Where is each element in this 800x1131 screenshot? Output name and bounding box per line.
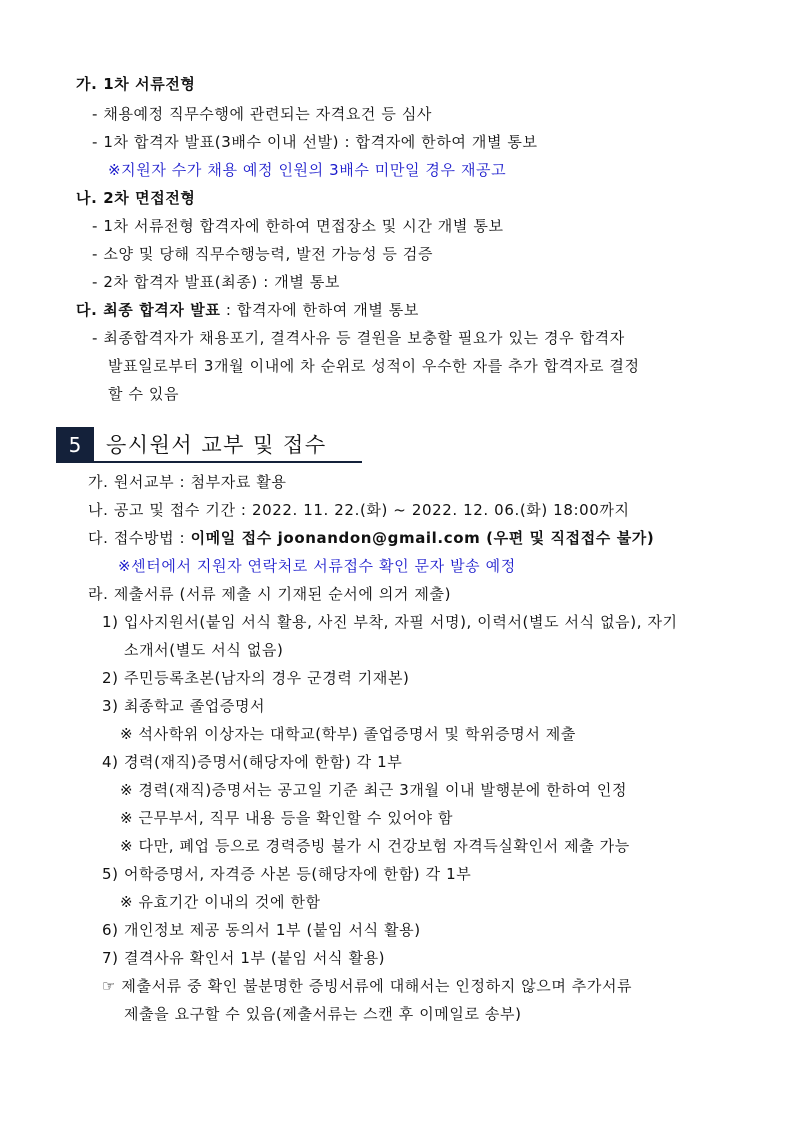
note-sms-confirmation: ※센터에서 지원자 연락처로 서류접수 확인 문자 발송 예정	[118, 557, 516, 575]
list-item-continuation: 발표일로부터 3개월 이내에 차 순위로 성적이 우수한 자를 추가 합격자로 결정	[108, 357, 640, 375]
section-title: 응시원서 교부 및 접수	[106, 433, 327, 457]
application-form-distribution: 가. 원서교부 : 첨부자료 활용	[88, 473, 287, 491]
document-note: ※ 유효기간 이내의 것에 한함	[120, 893, 321, 911]
list-item: - 최종합격자가 채용포기, 결격사유 등 결원을 보충할 필요가 있는 경우 합격자	[92, 329, 625, 347]
document-note: ※ 석사학위 이상자는 대학교(학부) 졸업증명서 및 학위증명서 제출	[120, 725, 576, 743]
application-method-detail: 이메일 접수 joonandon@gmail.com (우편 및 직접접수 불가)	[190, 529, 655, 547]
list-item: - 2차 합격자 발표(최종) : 개별 통보	[92, 273, 341, 291]
document-item: 7) 결격사유 확인서 1부 (붙임 서식 활용)	[102, 949, 386, 967]
application-method	[88, 528, 654, 548]
list-item: - 1차 합격자 발표(3배수 이내 선발) : 합격자에 한하여 개별 통보	[92, 133, 538, 151]
section-number: 5	[56, 427, 94, 463]
subheading-interview: 나. 2차 면접전형	[76, 189, 196, 207]
required-documents-heading: 라. 제출서류 (서류 제출 시 기재된 순서에 의거 제출)	[88, 585, 452, 603]
list-item: - 1차 서류전형 합격자에 한하여 면접장소 및 시간 개별 통보	[92, 217, 504, 235]
application-period: 나. 공고 및 접수 기간 : 2022. 11. 22.(화) ~ 2022. 12. 06.(화) 18:00까지	[88, 501, 630, 519]
document-item: 1) 입사지원서(붙임 서식 활용, 사진 부착, 자필 서명), 이력서(별도 서식 없음), 자기	[102, 613, 678, 631]
subheading-final-announcement	[76, 300, 419, 320]
section-underline	[94, 461, 362, 463]
list-item-continuation: 할 수 있음	[108, 385, 180, 403]
subheading-document-screening: 가. 1차 서류전형	[76, 75, 196, 93]
document-item: 4) 경력(재직)증명서(해당자에 한함) 각 1부	[102, 753, 403, 771]
pointing-hand-note: ☞ 제출서류 중 확인 불분명한 증빙서류에 대해서는 인정하지 않으며 추가서류	[102, 977, 633, 995]
section-header	[56, 427, 362, 463]
list-item: - 소양 및 당해 직무수행능력, 발전 가능성 등 검증	[92, 245, 434, 263]
pointing-hand-note-continuation: 제출을 요구할 수 있음(제출서류는 스캔 후 이메일로 송부)	[124, 1005, 522, 1023]
list-item: - 채용예정 직무수행에 관련되는 자격요건 등 심사	[92, 105, 433, 123]
document-item: 2) 주민등록초본(남자의 경우 군경력 기재본)	[102, 669, 410, 687]
document-note: ※ 근무부서, 직무 내용 등을 확인할 수 있어야 함	[120, 809, 454, 827]
note-readvertise: ※지원자 수가 채용 예정 인원의 3배수 미만일 경우 재공고	[108, 161, 507, 179]
document-note: ※ 다만, 폐업 등으로 경력증빙 불가 시 건강보험 자격득실확인서 제출 가능	[120, 837, 630, 855]
final-announcement-text: : 합격자에 한하여 개별 통보	[220, 301, 419, 319]
application-method-label: 다. 접수방법 :	[88, 529, 191, 547]
final-announcement-title: 다. 최종 합격자 발표	[76, 301, 221, 319]
document-item: 6) 개인정보 제공 동의서 1부 (붙임 서식 활용)	[102, 921, 421, 939]
document-note: ※ 경력(재직)증명서는 공고일 기준 최근 3개월 이내 발행분에 한하여 인정	[120, 781, 628, 799]
document-item: 5) 어학증명서, 자격증 사본 등(해당자에 한함) 각 1부	[102, 865, 472, 883]
document-item: 3) 최종학교 졸업증명서	[102, 697, 266, 715]
document-item-continuation: 소개서(별도 서식 없음)	[124, 641, 284, 659]
